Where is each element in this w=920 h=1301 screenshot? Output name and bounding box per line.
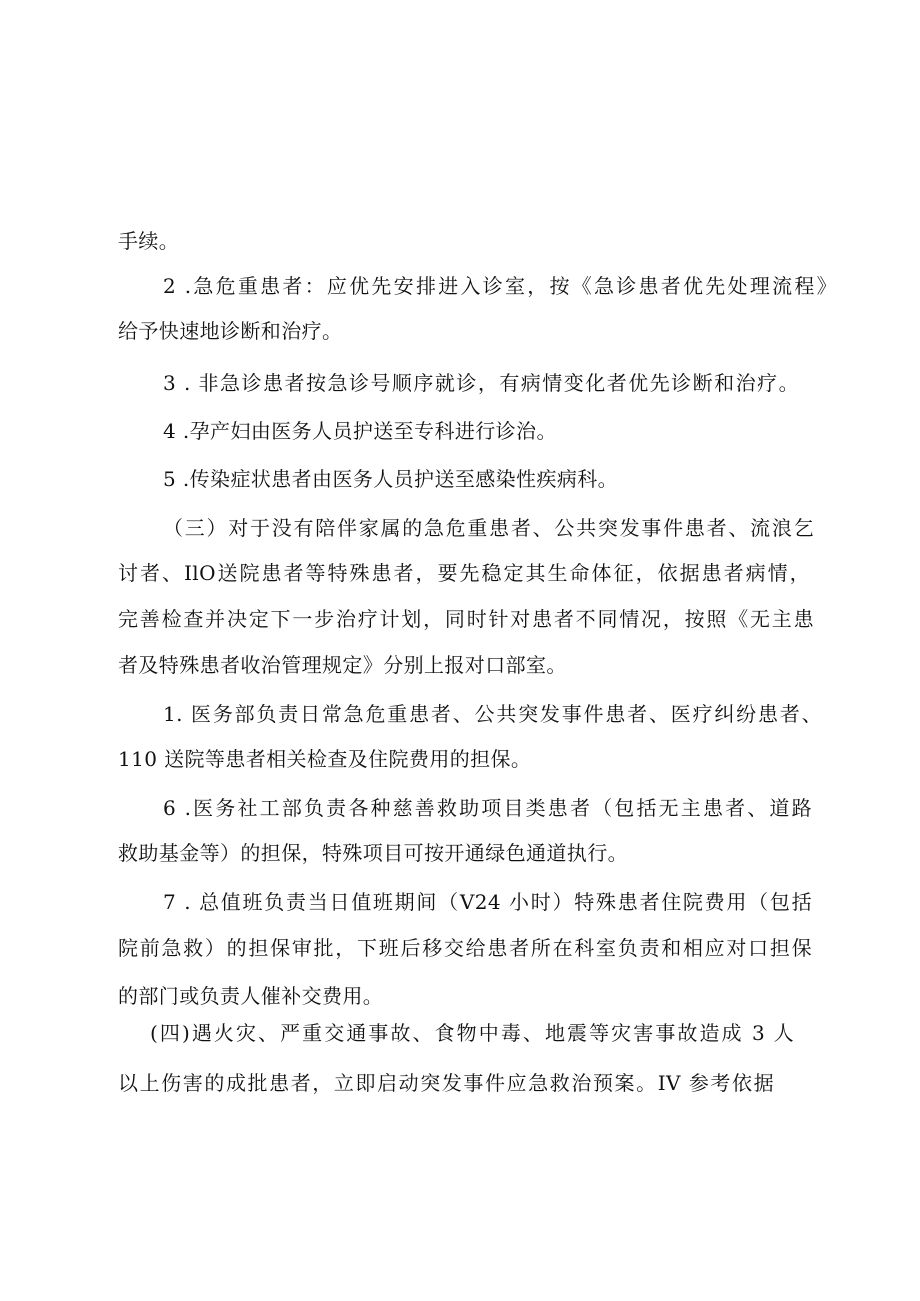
- text-line-16: 院前急救）的担保审批，下班后移交给患者所在科室负责和相应对口担保: [118, 936, 812, 960]
- text-line-15: 7 . 总值班负责当日值班期间（V24 小时）特殊患者住院费用（包括: [163, 890, 812, 914]
- text-line-1: 手续。: [118, 229, 180, 253]
- text-line-12: 110 送院等患者相关检查及住院费用的担保。: [118, 747, 532, 771]
- text-line-3: 给予快速地诊断和治疗。: [118, 319, 343, 343]
- text-line-18: (四)遇火灾、严重交通事故、食物中毒、地震等灾害事故造成 3 人: [150, 1021, 794, 1045]
- text-line-19: 以上伤害的成批患者，立即启动突发事件应急救治预案。IV 参考依据: [118, 1071, 774, 1095]
- text-line-17: 的部门或负责人催补交费用。: [118, 984, 384, 1008]
- text-line-10: 者及特殊患者收治管理规定》分别上报对口部室。: [118, 653, 567, 677]
- text-line-5: 4 .孕产妇由医务人员护送至专科进行诊治。: [163, 419, 557, 443]
- text-line-7: （三）对于没有陪伴家属的急危重患者、公共突发事件患者、流浪乞: [163, 516, 814, 540]
- text-line-4: 3 . 非急诊患者按急诊号顺序就诊，有病情变化者优先诊断和治疗。: [163, 371, 799, 395]
- text-line-9: 完善检查并决定下一步治疗计划，同时针对患者不同情况，按照《无主患: [118, 607, 814, 631]
- text-line-11: 1. 医务部负责日常急危重患者、公共突发事件患者、医疗纠纷患者、: [163, 702, 822, 726]
- text-line-2: 2 .急危重患者：应优先安排进入诊室，按《急诊患者优先处理流程》: [163, 274, 837, 298]
- text-line-8: 讨者、IlO送院患者等特殊患者，要先稳定其生命体征，依据患者病情，: [118, 561, 810, 585]
- text-line-6: 5 .传染症状患者由医务人员护送至感染性疾病科。: [163, 467, 619, 491]
- text-line-14: 救助基金等）的担保，特殊项目可按开通绿色通道执行。: [118, 841, 628, 865]
- text-line-13: 6 .医务社工部负责各种慈善救助项目类患者（包括无主患者、道路: [163, 796, 812, 820]
